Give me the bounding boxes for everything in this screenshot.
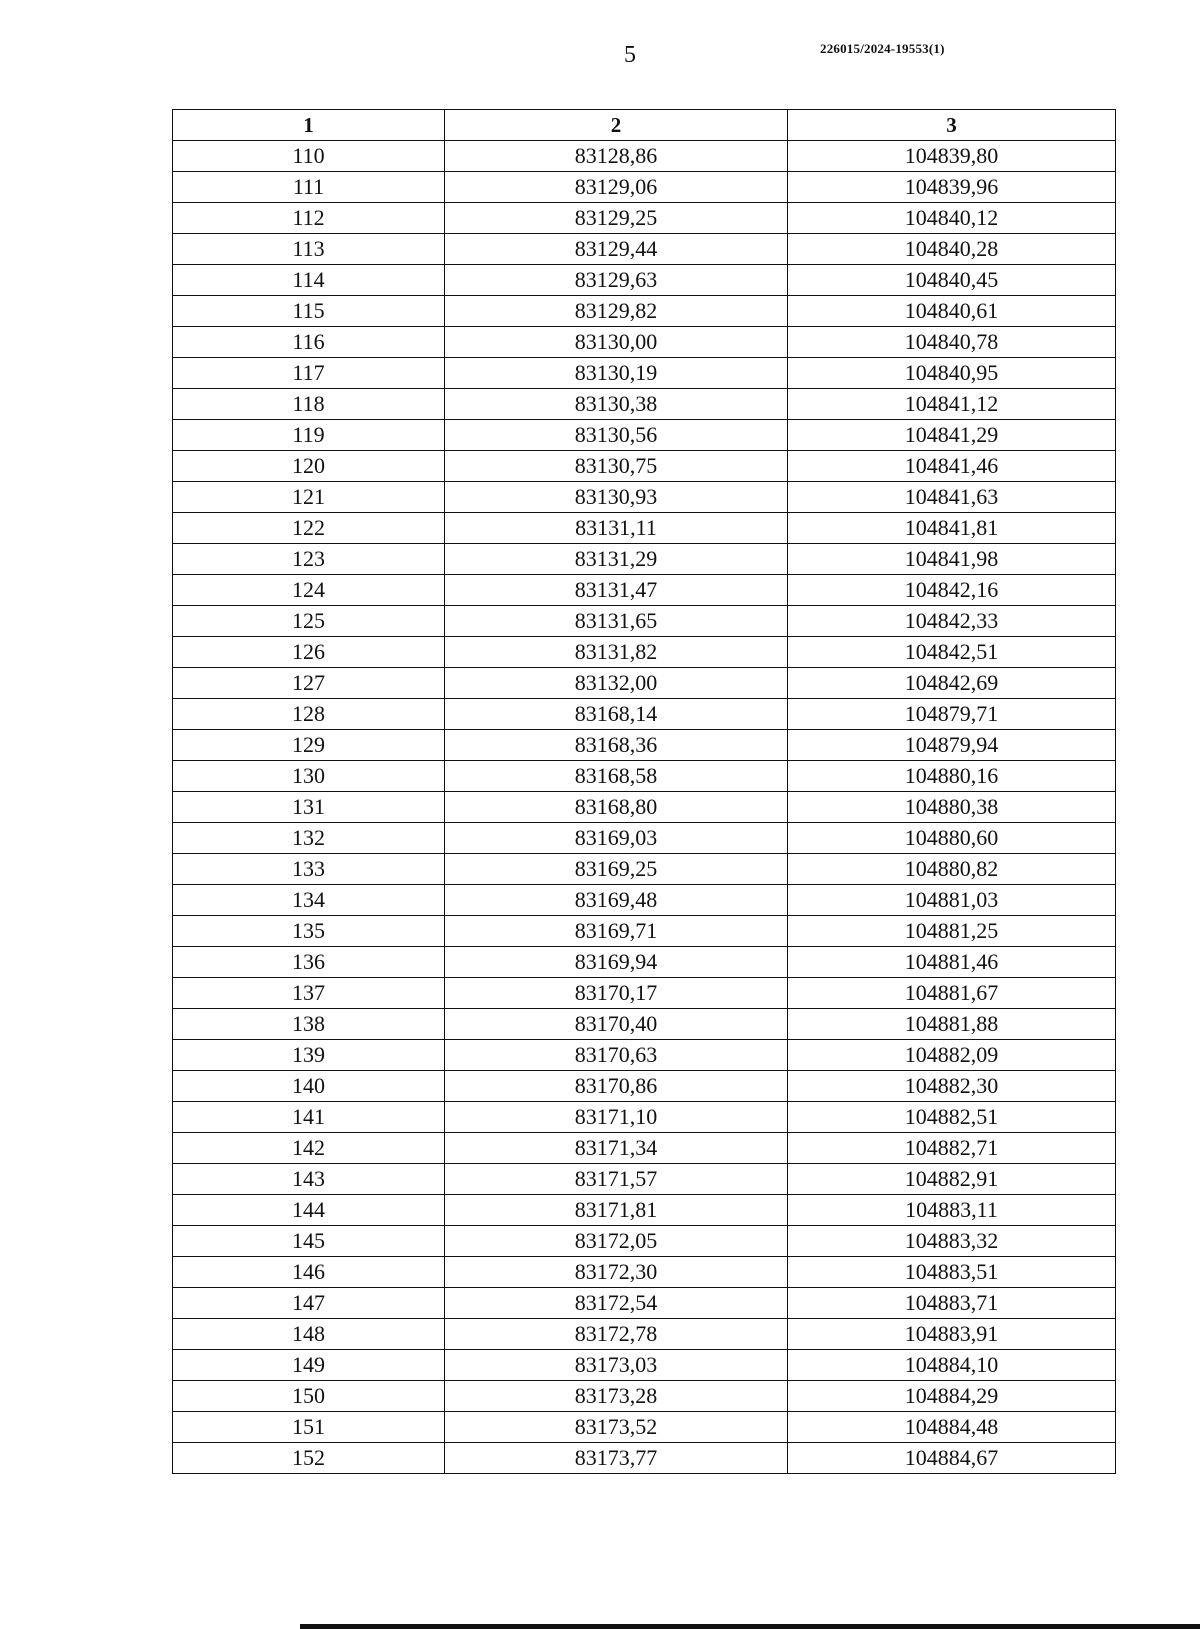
table-cell-col-1: 110 <box>173 141 445 172</box>
table-row <box>173 172 1116 203</box>
table-cell-col-3: 104879,94 <box>788 730 1116 761</box>
table-cell-col-2: 83131,82 <box>445 637 788 668</box>
table-cell-col-1: 124 <box>173 575 445 606</box>
table-cell-col-2: 83168,36 <box>445 730 788 761</box>
table-cell-col-1: 119 <box>173 420 445 451</box>
table-cell-col-2: 83130,75 <box>445 451 788 482</box>
table-cell-col-2: 83172,30 <box>445 1257 788 1288</box>
table-row <box>173 1350 1116 1381</box>
table-cell-col-1: 145 <box>173 1226 445 1257</box>
table-cell-col-2: 83168,14 <box>445 699 788 730</box>
table-cell-col-1: 152 <box>173 1443 445 1474</box>
table-cell-col-1: 147 <box>173 1288 445 1319</box>
table-cell-col-2: 83130,56 <box>445 420 788 451</box>
table-row <box>173 947 1116 978</box>
table-row <box>173 327 1116 358</box>
table-cell-col-2: 83173,28 <box>445 1381 788 1412</box>
table-row <box>173 1040 1116 1071</box>
table-cell-col-1: 123 <box>173 544 445 575</box>
table-cell-col-3: 104884,48 <box>788 1412 1116 1443</box>
table-row <box>173 296 1116 327</box>
table-cell-col-1: 148 <box>173 1319 445 1350</box>
table-cell-col-2: 83129,82 <box>445 296 788 327</box>
document-reference: 226015/2024-19553(1) <box>820 41 945 56</box>
table-cell-col-1: 144 <box>173 1195 445 1226</box>
table-cell-col-3: 104881,88 <box>788 1009 1116 1040</box>
table-cell-col-2: 83129,63 <box>445 265 788 296</box>
table-cell-col-3: 104840,12 <box>788 203 1116 234</box>
table-cell-col-3: 104883,51 <box>788 1257 1116 1288</box>
table-cell-col-3: 104882,09 <box>788 1040 1116 1071</box>
table-header-row <box>173 110 1116 141</box>
table-cell-col-3: 104842,33 <box>788 606 1116 637</box>
table-cell-col-2: 83173,77 <box>445 1443 788 1474</box>
table-cell-col-2: 83168,80 <box>445 792 788 823</box>
table-cell-col-1: 142 <box>173 1133 445 1164</box>
table-cell-col-1: 132 <box>173 823 445 854</box>
table-cell-col-2: 83170,86 <box>445 1071 788 1102</box>
table-cell-col-2: 83171,34 <box>445 1133 788 1164</box>
table-cell-col-1: 126 <box>173 637 445 668</box>
table-cell-col-3: 104883,71 <box>788 1288 1116 1319</box>
page-number: 5 <box>624 42 636 68</box>
table-cell-col-1: 122 <box>173 513 445 544</box>
table-cell-col-2: 83131,11 <box>445 513 788 544</box>
table-cell-col-3: 104884,29 <box>788 1381 1116 1412</box>
table-cell-col-2: 83130,19 <box>445 358 788 389</box>
table-cell-col-1: 138 <box>173 1009 445 1040</box>
table-cell-col-3: 104881,46 <box>788 947 1116 978</box>
table-cell-col-1: 118 <box>173 389 445 420</box>
table-cell-col-1: 141 <box>173 1102 445 1133</box>
table-row <box>173 699 1116 730</box>
table-cell-col-1: 149 <box>173 1350 445 1381</box>
table-cell-col-2: 83170,17 <box>445 978 788 1009</box>
table-row <box>173 637 1116 668</box>
table-cell-col-3: 104882,91 <box>788 1164 1116 1195</box>
table-cell-col-1: 115 <box>173 296 445 327</box>
table-cell-col-2: 83169,03 <box>445 823 788 854</box>
table-row <box>173 606 1116 637</box>
bottom-rule <box>300 1624 1200 1629</box>
table-cell-col-3: 104879,71 <box>788 699 1116 730</box>
coordinates-table-container <box>172 109 1115 1474</box>
table-row <box>173 792 1116 823</box>
table-cell-col-1: 128 <box>173 699 445 730</box>
table-cell-col-2: 83129,06 <box>445 172 788 203</box>
table-cell-col-3: 104842,51 <box>788 637 1116 668</box>
table-row <box>173 823 1116 854</box>
table-cell-col-3: 104880,82 <box>788 854 1116 885</box>
table-cell-col-2: 83172,54 <box>445 1288 788 1319</box>
table-cell-col-2: 83129,44 <box>445 234 788 265</box>
table-row <box>173 1009 1116 1040</box>
column-header-3: 3 <box>788 110 1116 141</box>
table-row <box>173 203 1116 234</box>
table-row <box>173 575 1116 606</box>
table-cell-col-1: 137 <box>173 978 445 1009</box>
table-cell-col-3: 104882,30 <box>788 1071 1116 1102</box>
table-cell-col-1: 113 <box>173 234 445 265</box>
table-cell-col-2: 83131,29 <box>445 544 788 575</box>
column-header-1: 1 <box>173 110 445 141</box>
table-cell-col-2: 83172,05 <box>445 1226 788 1257</box>
table-cell-col-1: 143 <box>173 1164 445 1195</box>
table-row <box>173 482 1116 513</box>
table-cell-col-2: 83168,58 <box>445 761 788 792</box>
table-cell-col-1: 114 <box>173 265 445 296</box>
table-cell-col-3: 104841,81 <box>788 513 1116 544</box>
table-row <box>173 513 1116 544</box>
coordinates-table <box>172 109 1116 1474</box>
table-row <box>173 1133 1116 1164</box>
table-cell-col-2: 83172,78 <box>445 1319 788 1350</box>
table-cell-col-2: 83170,40 <box>445 1009 788 1040</box>
column-header-2: 2 <box>445 110 788 141</box>
table-cell-col-2: 83173,03 <box>445 1350 788 1381</box>
table-cell-col-3: 104839,80 <box>788 141 1116 172</box>
table-row <box>173 265 1116 296</box>
table-cell-col-2: 83173,52 <box>445 1412 788 1443</box>
table-cell-col-3: 104839,96 <box>788 172 1116 203</box>
table-row <box>173 1443 1116 1474</box>
table-cell-col-2: 83130,38 <box>445 389 788 420</box>
table-body <box>173 141 1116 1474</box>
table-cell-col-3: 104884,10 <box>788 1350 1116 1381</box>
table-cell-col-1: 131 <box>173 792 445 823</box>
table-cell-col-1: 121 <box>173 482 445 513</box>
table-row <box>173 730 1116 761</box>
table-cell-col-1: 130 <box>173 761 445 792</box>
table-cell-col-3: 104840,61 <box>788 296 1116 327</box>
table-row <box>173 389 1116 420</box>
table-cell-col-1: 120 <box>173 451 445 482</box>
table-cell-col-2: 83128,86 <box>445 141 788 172</box>
table-cell-col-1: 112 <box>173 203 445 234</box>
table-cell-col-2: 83169,25 <box>445 854 788 885</box>
table-cell-col-3: 104842,69 <box>788 668 1116 699</box>
table-cell-col-1: 150 <box>173 1381 445 1412</box>
table-cell-col-2: 83132,00 <box>445 668 788 699</box>
table-cell-col-3: 104841,63 <box>788 482 1116 513</box>
table-cell-col-2: 83171,10 <box>445 1102 788 1133</box>
table-cell-col-2: 83171,81 <box>445 1195 788 1226</box>
table-cell-col-2: 83170,63 <box>445 1040 788 1071</box>
table-cell-col-1: 146 <box>173 1257 445 1288</box>
table-cell-col-3: 104883,32 <box>788 1226 1116 1257</box>
table-cell-col-2: 83131,47 <box>445 575 788 606</box>
table-cell-col-1: 133 <box>173 854 445 885</box>
table-cell-col-1: 139 <box>173 1040 445 1071</box>
table-cell-col-3: 104841,12 <box>788 389 1116 420</box>
table-row <box>173 1102 1116 1133</box>
table-row <box>173 668 1116 699</box>
table-cell-col-3: 104881,03 <box>788 885 1116 916</box>
table-row <box>173 358 1116 389</box>
table-cell-col-3: 104880,60 <box>788 823 1116 854</box>
table-cell-col-1: 127 <box>173 668 445 699</box>
table-row <box>173 1164 1116 1195</box>
table-row <box>173 1319 1116 1350</box>
table-row <box>173 1195 1116 1226</box>
table-cell-col-1: 117 <box>173 358 445 389</box>
table-cell-col-1: 125 <box>173 606 445 637</box>
table-row <box>173 1226 1116 1257</box>
table-row <box>173 451 1116 482</box>
table-cell-col-1: 116 <box>173 327 445 358</box>
table-cell-col-2: 83130,00 <box>445 327 788 358</box>
table-cell-col-2: 83169,48 <box>445 885 788 916</box>
table-row <box>173 234 1116 265</box>
table-cell-col-3: 104880,16 <box>788 761 1116 792</box>
table-cell-col-2: 83131,65 <box>445 606 788 637</box>
table-cell-col-2: 83129,25 <box>445 203 788 234</box>
table-row <box>173 978 1116 1009</box>
table-cell-col-3: 104840,28 <box>788 234 1116 265</box>
table-row <box>173 1257 1116 1288</box>
table-row <box>173 544 1116 575</box>
table-cell-col-3: 104880,38 <box>788 792 1116 823</box>
table-cell-col-2: 83171,57 <box>445 1164 788 1195</box>
table-row <box>173 141 1116 172</box>
table-cell-col-3: 104841,98 <box>788 544 1116 575</box>
table-cell-col-1: 111 <box>173 172 445 203</box>
table-cell-col-3: 104882,71 <box>788 1133 1116 1164</box>
table-cell-col-2: 83169,94 <box>445 947 788 978</box>
table-row <box>173 854 1116 885</box>
table-row <box>173 885 1116 916</box>
table-cell-col-3: 104881,25 <box>788 916 1116 947</box>
table-cell-col-3: 104841,29 <box>788 420 1116 451</box>
table-cell-col-1: 140 <box>173 1071 445 1102</box>
table-row <box>173 1288 1116 1319</box>
table-cell-col-3: 104840,45 <box>788 265 1116 296</box>
table-cell-col-3: 104840,78 <box>788 327 1116 358</box>
table-cell-col-2: 83169,71 <box>445 916 788 947</box>
table-cell-col-1: 129 <box>173 730 445 761</box>
table-cell-col-3: 104883,91 <box>788 1319 1116 1350</box>
table-row <box>173 1412 1116 1443</box>
table-row <box>173 1381 1116 1412</box>
table-cell-col-1: 135 <box>173 916 445 947</box>
table-row <box>173 420 1116 451</box>
table-row <box>173 761 1116 792</box>
table-cell-col-3: 104883,11 <box>788 1195 1116 1226</box>
table-cell-col-3: 104841,46 <box>788 451 1116 482</box>
table-cell-col-3: 104881,67 <box>788 978 1116 1009</box>
table-cell-col-3: 104842,16 <box>788 575 1116 606</box>
table-cell-col-3: 104882,51 <box>788 1102 1116 1133</box>
table-cell-col-1: 151 <box>173 1412 445 1443</box>
table-cell-col-1: 134 <box>173 885 445 916</box>
table-cell-col-3: 104840,95 <box>788 358 1116 389</box>
table-cell-col-1: 136 <box>173 947 445 978</box>
table-cell-col-3: 104884,67 <box>788 1443 1116 1474</box>
table-row <box>173 916 1116 947</box>
table-row <box>173 1071 1116 1102</box>
table-cell-col-2: 83130,93 <box>445 482 788 513</box>
